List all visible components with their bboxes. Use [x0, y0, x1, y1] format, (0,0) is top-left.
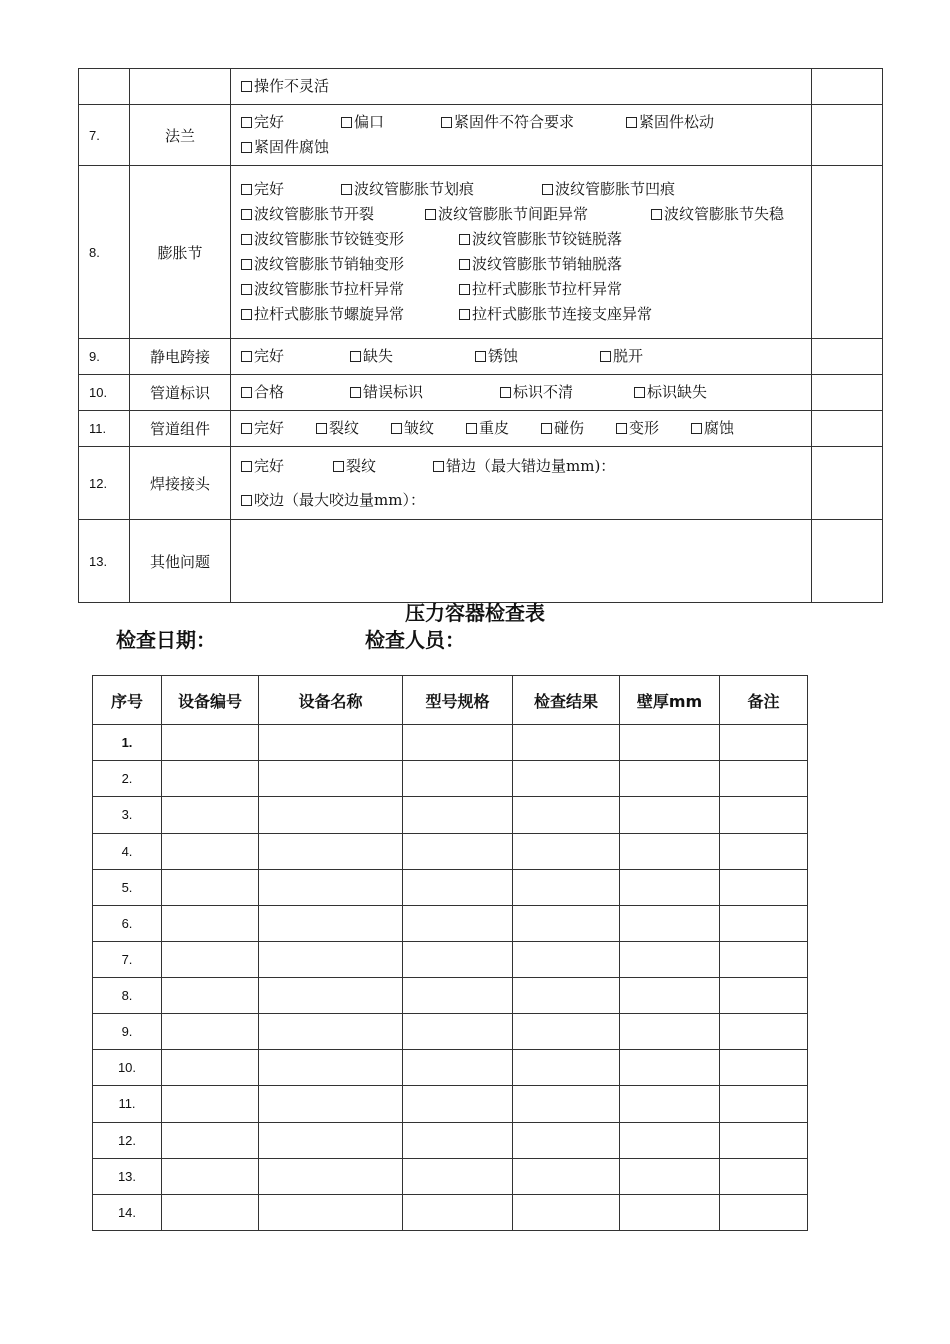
table-cell[interactable]	[162, 1086, 259, 1122]
table-cell[interactable]	[720, 1158, 808, 1194]
remark-cell	[812, 105, 883, 166]
item-name: 管道标识	[130, 375, 231, 411]
row-number: 8.	[79, 166, 130, 339]
table-row	[93, 1086, 808, 1122]
table-cell[interactable]	[403, 941, 513, 977]
option[interactable]: 皱纹	[391, 416, 466, 441]
checkbox-icon[interactable]	[466, 423, 477, 434]
table-cell[interactable]	[259, 978, 403, 1014]
option[interactable]: 完好	[241, 449, 333, 483]
table-cell[interactable]	[403, 1050, 513, 1086]
table-cell[interactable]	[620, 941, 720, 977]
table-cell[interactable]	[403, 1194, 513, 1230]
checklist-row-pipe-marking	[79, 375, 883, 411]
table-cell[interactable]	[403, 1158, 513, 1194]
checklist-row-pipe-components	[79, 411, 883, 447]
table-cell[interactable]	[513, 978, 620, 1014]
option[interactable]: 波纹管膨胀节销轴变形	[241, 252, 459, 277]
table-cell[interactable]	[259, 1122, 403, 1158]
table-cell[interactable]	[162, 869, 259, 905]
option[interactable]: 标识缺失	[634, 380, 707, 405]
row-number: 4.	[93, 833, 162, 869]
table-cell[interactable]	[403, 833, 513, 869]
checkbox-icon[interactable]	[341, 184, 352, 195]
checkbox-icon[interactable]	[433, 461, 444, 472]
checklist-row-welded-joint	[79, 447, 883, 520]
table-cell[interactable]	[620, 761, 720, 797]
table-cell[interactable]	[162, 1050, 259, 1086]
inspection-date-label: 检查日期：	[116, 628, 216, 652]
remark-cell	[812, 520, 883, 603]
checkbox-icon[interactable]	[241, 234, 252, 245]
table-cell[interactable]	[259, 797, 403, 833]
row-number: 12.	[79, 447, 130, 520]
checklist-row-other-issues	[79, 520, 883, 603]
checkbox-icon[interactable]	[459, 284, 470, 295]
table-cell[interactable]	[403, 1122, 513, 1158]
table-cell[interactable]	[403, 725, 513, 761]
row-number: 9.	[93, 1014, 162, 1050]
item-name: 焊接接头	[130, 447, 231, 520]
table-cell[interactable]	[513, 1158, 620, 1194]
checkbox-icon[interactable]	[459, 309, 470, 320]
option[interactable]: 错边（最大错边量mm)：	[433, 449, 615, 483]
table-cell[interactable]	[720, 725, 808, 761]
column-header: 设备名称	[259, 676, 403, 725]
table-row	[93, 797, 808, 833]
checklist-row-static-bonding	[79, 339, 883, 375]
option[interactable]: 碰伤	[541, 416, 616, 441]
page-title: 压力容器检查表	[405, 601, 545, 625]
option[interactable]: 缺失	[350, 344, 475, 369]
column-header: 检查结果	[513, 676, 620, 725]
row-number: 1.	[93, 725, 162, 761]
column-header: 序号	[93, 676, 162, 725]
table-cell[interactable]	[620, 797, 720, 833]
table-row	[93, 1158, 808, 1194]
checkbox-icon[interactable]	[616, 423, 627, 434]
option[interactable]: 波纹管膨胀节拉杆异常	[241, 277, 459, 302]
option[interactable]: 腐蚀	[691, 416, 734, 441]
table-cell[interactable]	[513, 1086, 620, 1122]
table-cell[interactable]	[162, 1158, 259, 1194]
table-cell[interactable]	[162, 1014, 259, 1050]
item-name: 其他问题	[130, 520, 231, 603]
row-number: 13.	[93, 1158, 162, 1194]
row-number: 7.	[79, 105, 130, 166]
checkbox-icon[interactable]	[626, 117, 637, 128]
table-row	[93, 1122, 808, 1158]
table-cell[interactable]	[513, 1050, 620, 1086]
table-cell[interactable]	[720, 761, 808, 797]
checkbox-icon[interactable]	[651, 209, 662, 220]
option[interactable]: 变形	[616, 416, 691, 441]
table-cell[interactable]	[620, 1050, 720, 1086]
table-cell[interactable]	[403, 797, 513, 833]
option[interactable]: 脱开	[600, 344, 643, 369]
table-cell[interactable]	[513, 1122, 620, 1158]
table-cell[interactable]	[259, 1194, 403, 1230]
row-number: 5.	[93, 869, 162, 905]
table-cell[interactable]	[620, 1158, 720, 1194]
option[interactable]: 裂纹	[333, 449, 433, 483]
checkbox-icon[interactable]	[691, 423, 702, 434]
checkbox-icon[interactable]	[241, 209, 252, 220]
option[interactable]: 波纹管膨胀节凹痕	[542, 177, 675, 202]
options-cell	[231, 375, 812, 411]
checkbox-icon[interactable]	[241, 387, 252, 398]
pressure-vessel-table	[92, 675, 808, 1231]
option[interactable]: 紧固件不符合要求	[441, 110, 626, 135]
checkbox-icon[interactable]	[241, 117, 252, 128]
option[interactable]: 拉杆式膨胀节螺旋异常	[241, 302, 459, 327]
table-cell[interactable]	[720, 833, 808, 869]
checkbox-icon[interactable]	[241, 259, 252, 270]
checkbox-icon[interactable]	[475, 351, 486, 362]
option[interactable]: 拉杆式膨胀节拉杆异常	[459, 277, 622, 302]
table-cell[interactable]	[720, 905, 808, 941]
checkbox-icon[interactable]	[241, 495, 252, 506]
checkbox-icon[interactable]	[241, 423, 252, 434]
table-cell[interactable]	[620, 1122, 720, 1158]
table-cell[interactable]	[162, 725, 259, 761]
checkbox-icon[interactable]	[500, 387, 511, 398]
remark-cell	[812, 411, 883, 447]
remark-cell	[812, 69, 883, 105]
table-cell[interactable]	[620, 833, 720, 869]
row-number	[79, 69, 130, 105]
option[interactable]: 紧固件腐蚀	[241, 135, 329, 160]
option[interactable]: 咬边（最大咬边量mm）：	[241, 483, 425, 517]
option[interactable]: 操作不灵活	[241, 74, 381, 99]
table-cell[interactable]	[162, 761, 259, 797]
remark-cell	[812, 447, 883, 520]
option[interactable]: 重皮	[466, 416, 541, 441]
table-header-row	[93, 676, 808, 725]
table-row	[93, 1194, 808, 1230]
option[interactable]: 波纹管膨胀节失稳	[651, 202, 784, 227]
row-number: 10.	[93, 1050, 162, 1086]
table-cell[interactable]	[513, 869, 620, 905]
options-cell	[231, 339, 812, 375]
row-number: 8.	[93, 978, 162, 1014]
checkbox-icon[interactable]	[241, 142, 252, 153]
table-cell[interactable]	[720, 978, 808, 1014]
checkbox-icon[interactable]	[350, 351, 361, 362]
table-cell[interactable]	[259, 1014, 403, 1050]
checkbox-icon[interactable]	[542, 184, 553, 195]
table-cell[interactable]	[259, 905, 403, 941]
table-row	[93, 941, 808, 977]
table-cell[interactable]	[720, 941, 808, 977]
option[interactable]: 偏口	[341, 110, 441, 135]
table-cell[interactable]	[513, 1014, 620, 1050]
option[interactable]: 错误标识	[350, 380, 500, 405]
option[interactable]: 拉杆式膨胀节连接支座异常	[459, 302, 652, 327]
table-cell[interactable]	[162, 1122, 259, 1158]
table-cell[interactable]	[259, 833, 403, 869]
table-cell[interactable]	[403, 1014, 513, 1050]
option[interactable]: 完好	[241, 110, 341, 135]
row-number: 11.	[79, 411, 130, 447]
table-cell[interactable]	[620, 1194, 720, 1230]
checkbox-icon[interactable]	[350, 387, 361, 398]
table-cell[interactable]	[620, 869, 720, 905]
option[interactable]: 完好	[241, 344, 350, 369]
table-cell[interactable]	[162, 905, 259, 941]
checkbox-icon[interactable]	[391, 423, 402, 434]
row-number: 13.	[79, 520, 130, 603]
row-number: 9.	[79, 339, 130, 375]
option[interactable]: 波纹管膨胀节划痕	[341, 177, 542, 202]
checkbox-icon[interactable]	[241, 284, 252, 295]
row-number: 10.	[79, 375, 130, 411]
table-cell[interactable]	[403, 978, 513, 1014]
option[interactable]: 合格	[241, 380, 350, 405]
table-cell[interactable]	[620, 1014, 720, 1050]
column-header: 壁厚mm	[620, 676, 720, 725]
options-cell	[231, 105, 812, 166]
option[interactable]: 裂纹	[316, 416, 391, 441]
table-cell[interactable]	[259, 1050, 403, 1086]
checkbox-icon[interactable]	[316, 423, 327, 434]
table-cell[interactable]	[162, 941, 259, 977]
options-cell	[231, 411, 812, 447]
remark-cell	[812, 166, 883, 339]
table-cell[interactable]	[162, 978, 259, 1014]
checkbox-icon[interactable]	[241, 184, 252, 195]
table-cell[interactable]	[620, 725, 720, 761]
table-row	[93, 725, 808, 761]
checkbox-icon[interactable]	[441, 117, 452, 128]
checkbox-icon[interactable]	[241, 461, 252, 472]
row-number: 2.	[93, 761, 162, 797]
option[interactable]: 波纹管膨胀节铰链变形	[241, 227, 459, 252]
row-number: 12.	[93, 1122, 162, 1158]
table-cell[interactable]	[513, 761, 620, 797]
table-cell[interactable]	[162, 1194, 259, 1230]
table-cell[interactable]	[720, 1050, 808, 1086]
checkbox-icon[interactable]	[541, 423, 552, 434]
table-cell[interactable]	[513, 905, 620, 941]
table-cell[interactable]	[720, 1014, 808, 1050]
column-header: 设备编号	[162, 676, 259, 725]
table-cell[interactable]	[620, 905, 720, 941]
checkbox-icon[interactable]	[341, 117, 352, 128]
table-cell[interactable]	[403, 1086, 513, 1122]
row-number: 3.	[93, 797, 162, 833]
option[interactable]: 波纹管膨胀节间距异常	[425, 202, 651, 227]
table-cell[interactable]	[720, 1194, 808, 1230]
table-cell[interactable]	[720, 797, 808, 833]
table-row	[93, 905, 808, 941]
remark-cell	[812, 339, 883, 375]
table-cell[interactable]	[720, 1122, 808, 1158]
option[interactable]: 波纹管膨胀节开裂	[241, 202, 425, 227]
table-row	[93, 1014, 808, 1050]
table-cell[interactable]	[513, 941, 620, 977]
row-number: 11.	[93, 1086, 162, 1122]
table-cell[interactable]	[403, 761, 513, 797]
row-number: 7.	[93, 941, 162, 977]
inspector-label: 检查人员：	[365, 628, 465, 652]
table-cell[interactable]	[403, 869, 513, 905]
option[interactable]: 完好	[241, 177, 341, 202]
table-row	[93, 1050, 808, 1086]
pipeline-checklist-table	[78, 68, 883, 603]
checklist-row-flange	[79, 105, 883, 166]
table-cell[interactable]	[513, 833, 620, 869]
table-cell[interactable]	[513, 797, 620, 833]
table-row	[93, 833, 808, 869]
table-row	[93, 978, 808, 1014]
checkbox-icon[interactable]	[459, 259, 470, 270]
checkbox-icon[interactable]	[459, 234, 470, 245]
table-cell[interactable]	[513, 725, 620, 761]
checklist-row-expansion-joint	[79, 166, 883, 339]
table-cell[interactable]	[259, 761, 403, 797]
options-cell	[231, 447, 812, 520]
checkbox-icon[interactable]	[333, 461, 344, 472]
option[interactable]: 完好	[241, 416, 316, 441]
table-cell[interactable]	[162, 833, 259, 869]
checkbox-icon[interactable]	[241, 309, 252, 320]
checkbox-icon[interactable]	[634, 387, 645, 398]
other-issues-input[interactable]	[231, 520, 812, 603]
table-body	[93, 725, 808, 1231]
option[interactable]: 波纹管膨胀节销轴脱落	[459, 252, 622, 277]
options-cell	[231, 166, 812, 339]
table-cell[interactable]	[259, 941, 403, 977]
table-cell[interactable]	[620, 1086, 720, 1122]
item-name: 膨胀节	[130, 166, 231, 339]
row-number: 6.	[93, 905, 162, 941]
table-cell[interactable]	[620, 978, 720, 1014]
checkbox-icon[interactable]	[241, 351, 252, 362]
table-cell[interactable]	[259, 1158, 403, 1194]
checkbox-icon[interactable]	[600, 351, 611, 362]
table-cell[interactable]	[259, 725, 403, 761]
table-cell[interactable]	[162, 797, 259, 833]
option[interactable]: 波纹管膨胀节铰链脱落	[459, 227, 622, 252]
option[interactable]: 标识不清	[500, 380, 634, 405]
table-row	[93, 869, 808, 905]
option[interactable]: 紧固件松动	[626, 110, 714, 135]
remark-cell	[812, 375, 883, 411]
table-cell[interactable]	[513, 1194, 620, 1230]
table-cell[interactable]	[720, 1086, 808, 1122]
checkbox-icon[interactable]	[425, 209, 436, 220]
column-header: 备注	[720, 676, 808, 725]
item-name: 静电跨接	[130, 339, 231, 375]
item-name: 法兰	[130, 105, 231, 166]
checklist-row-continued	[79, 69, 883, 105]
item-name: 管道组件	[130, 411, 231, 447]
options-cell	[231, 69, 812, 105]
table-row	[93, 761, 808, 797]
table-cell[interactable]	[259, 869, 403, 905]
row-number: 14.	[93, 1194, 162, 1230]
table-cell[interactable]	[403, 905, 513, 941]
column-header: 型号规格	[403, 676, 513, 725]
table-cell[interactable]	[720, 869, 808, 905]
option[interactable]: 锈蚀	[475, 344, 600, 369]
checkbox-icon[interactable]	[241, 81, 252, 92]
table-cell[interactable]	[259, 1086, 403, 1122]
item-name	[130, 69, 231, 105]
